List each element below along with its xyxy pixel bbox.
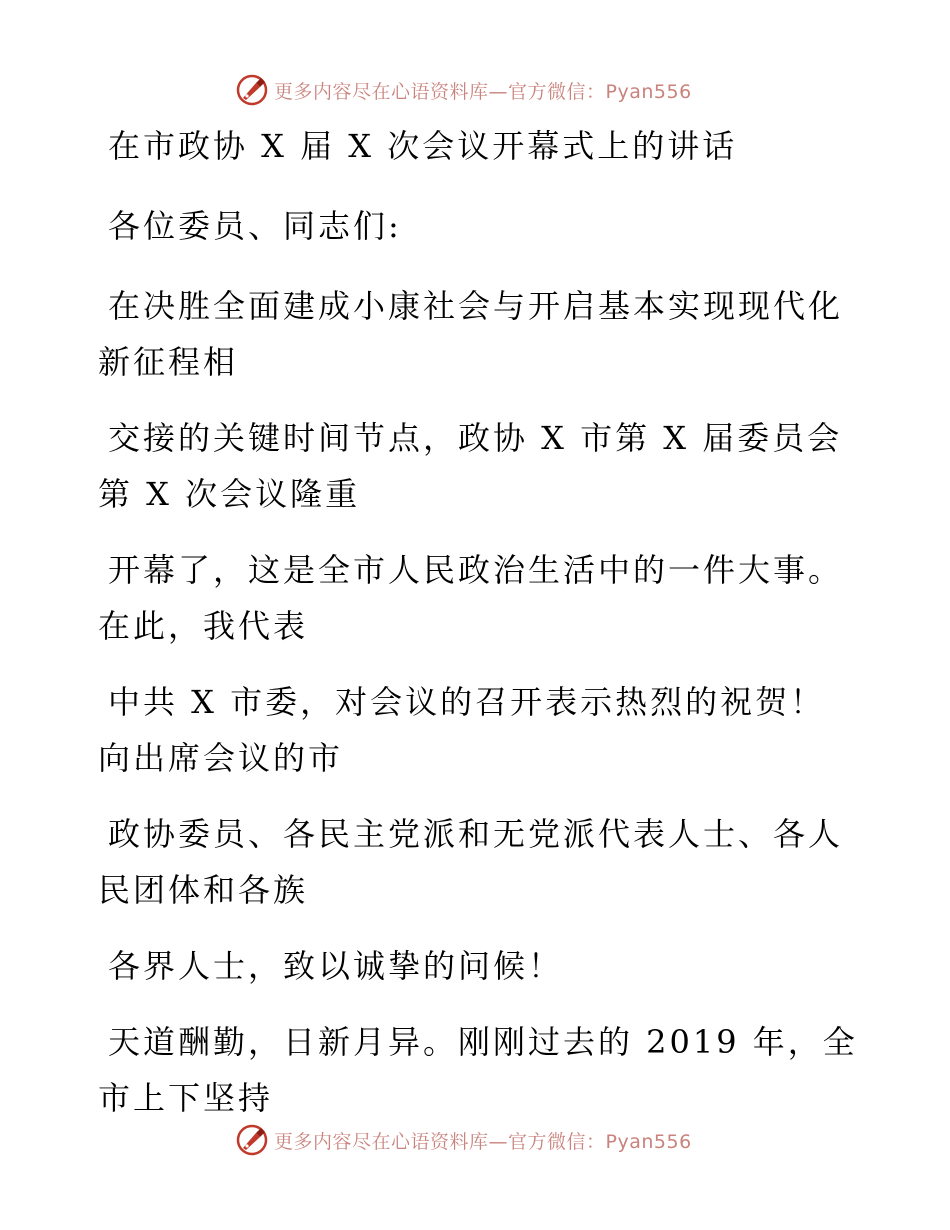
paragraph: 中共 X 市委，对会议的召开表示热烈的祝贺！向出席会议的市: [98, 683, 826, 777]
paragraph: 开幕了，这是全市人民政治生活中的一件大事。在此，我代表: [98, 551, 844, 645]
pen-logo-icon: [234, 72, 270, 108]
paragraph: 政协委员、各民主党派和无党派代表人士、各人民团体和各族: [98, 815, 844, 909]
paragraph: 各界人士，致以诚挚的问候！: [108, 947, 564, 985]
watermark-footer: [234, 1122, 692, 1158]
salutation: 各位委员、同志们:: [108, 207, 402, 245]
watermark-text: 更多内容尽在心语资料库—官方微信：Pyan556: [274, 80, 692, 103]
pen-logo-icon: [234, 1122, 270, 1158]
document-body: [98, 118, 858, 1146]
document-title: 在市政协 X 届 X 次会议开幕式上的讲话: [108, 127, 738, 165]
watermark-text: 更多内容尽在心语资料库—官方微信：Pyan556: [274, 1130, 692, 1153]
paragraph: 交接的关键时间节点，政协 X 市第 X 届委员会第 X 次会议隆重: [98, 419, 843, 513]
watermark-header: [234, 72, 692, 108]
paragraph: 天道酬勤，日新月异。刚刚过去的 2019 年，全市上下坚持: [98, 1023, 858, 1117]
paragraph: 在决胜全面建成小康社会与开启基本实现现代化新征程相: [98, 287, 844, 381]
